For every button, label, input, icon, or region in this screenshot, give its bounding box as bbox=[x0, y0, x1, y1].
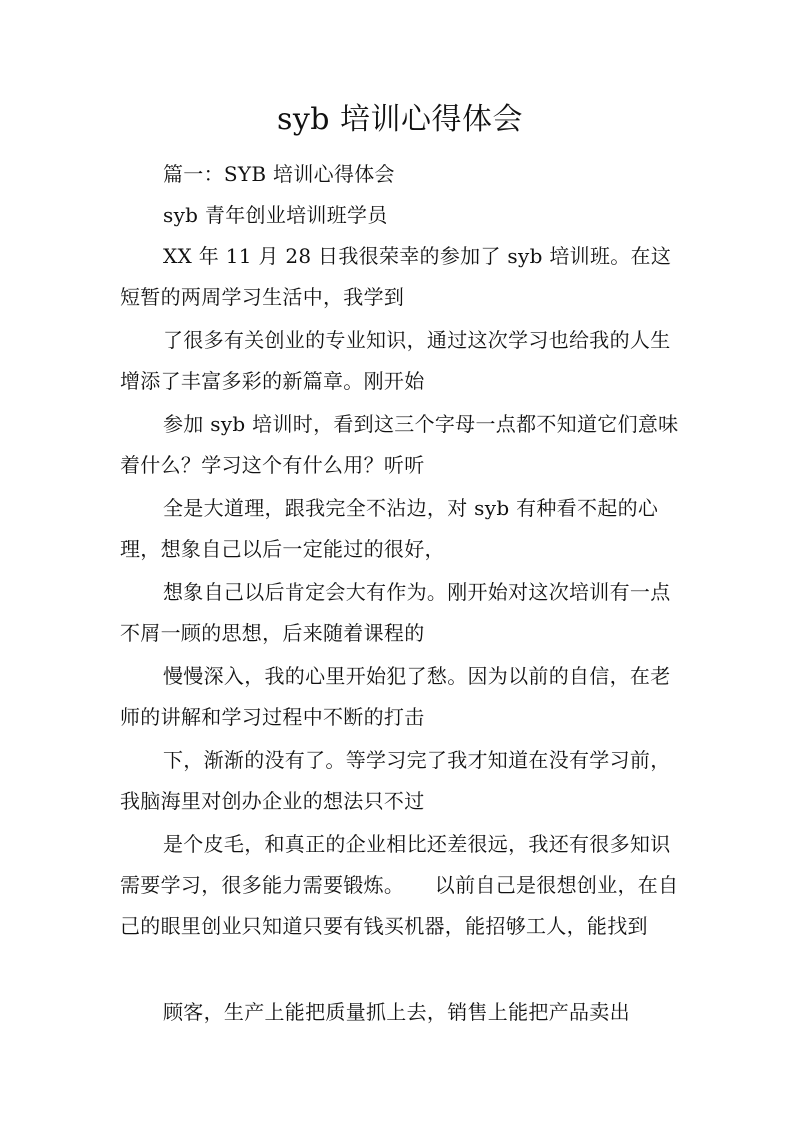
paragraph-text: 是个皮毛，和真正的企业相比还差很远，我还有很多知识需要学习，很多能力需要锻炼。 以前自己是很想创业，在自己的眼里创业只知道只要有钱买机器，能招够工人，能找到 bbox=[120, 832, 679, 938]
paragraph bbox=[120, 404, 680, 486]
paragraph bbox=[120, 656, 680, 738]
paragraph bbox=[120, 824, 680, 947]
paragraph-text: 了很多有关创业的专业知识，通过这次学习也给我的人生增添了丰富多彩的新篇章。刚开始 bbox=[120, 328, 671, 393]
document-title: syb 培训心得体会 bbox=[276, 102, 524, 137]
paragraph-text: 慢慢深入，我的心里开始犯了愁。因为以前的自信，在老师的讲解和学习过程中不断的打击 bbox=[120, 664, 671, 729]
paragraph-text: 参加 syb 培训时，看到这三个字母一点都不知道它们意味着什么？学习这个有什么用？听听 bbox=[120, 412, 679, 477]
paragraph bbox=[120, 320, 680, 402]
paragraph-text: 顾客，生产上能把质量抓上去，销售上能把产品卖出 bbox=[163, 1000, 630, 1024]
paragraph bbox=[120, 488, 680, 570]
paragraph-text: 篇一：SYB 培训心得体会 bbox=[163, 162, 395, 186]
paragraph bbox=[120, 740, 680, 822]
paragraph-text: 下，渐渐的没有了。等学习完了我才知道在没有学习前，我脑海里对创办企业的想法只不过 bbox=[120, 748, 671, 813]
paragraph-text: XX 年 11 月 28 日我很荣幸的参加了 syb 培训班。在这短暂的两周学习生活中，我学到 bbox=[120, 244, 672, 309]
paragraph-text: syb 青年创业培训班学员 bbox=[163, 203, 388, 227]
paragraph-subheading bbox=[120, 195, 680, 236]
paragraph bbox=[120, 992, 680, 1033]
paragraph-text: 想象自己以后肯定会大有作为。刚开始对这次培训有一点不屑一顾的思想，后来随着课程的 bbox=[120, 580, 671, 645]
paragraph-heading bbox=[120, 154, 680, 195]
paragraph-text: 全是大道理，跟我完全不沾边，对 syb 有种看不起的心理，想象自己以后一定能过的很好， bbox=[120, 496, 659, 561]
paragraph bbox=[120, 572, 680, 654]
paragraph bbox=[120, 236, 680, 318]
